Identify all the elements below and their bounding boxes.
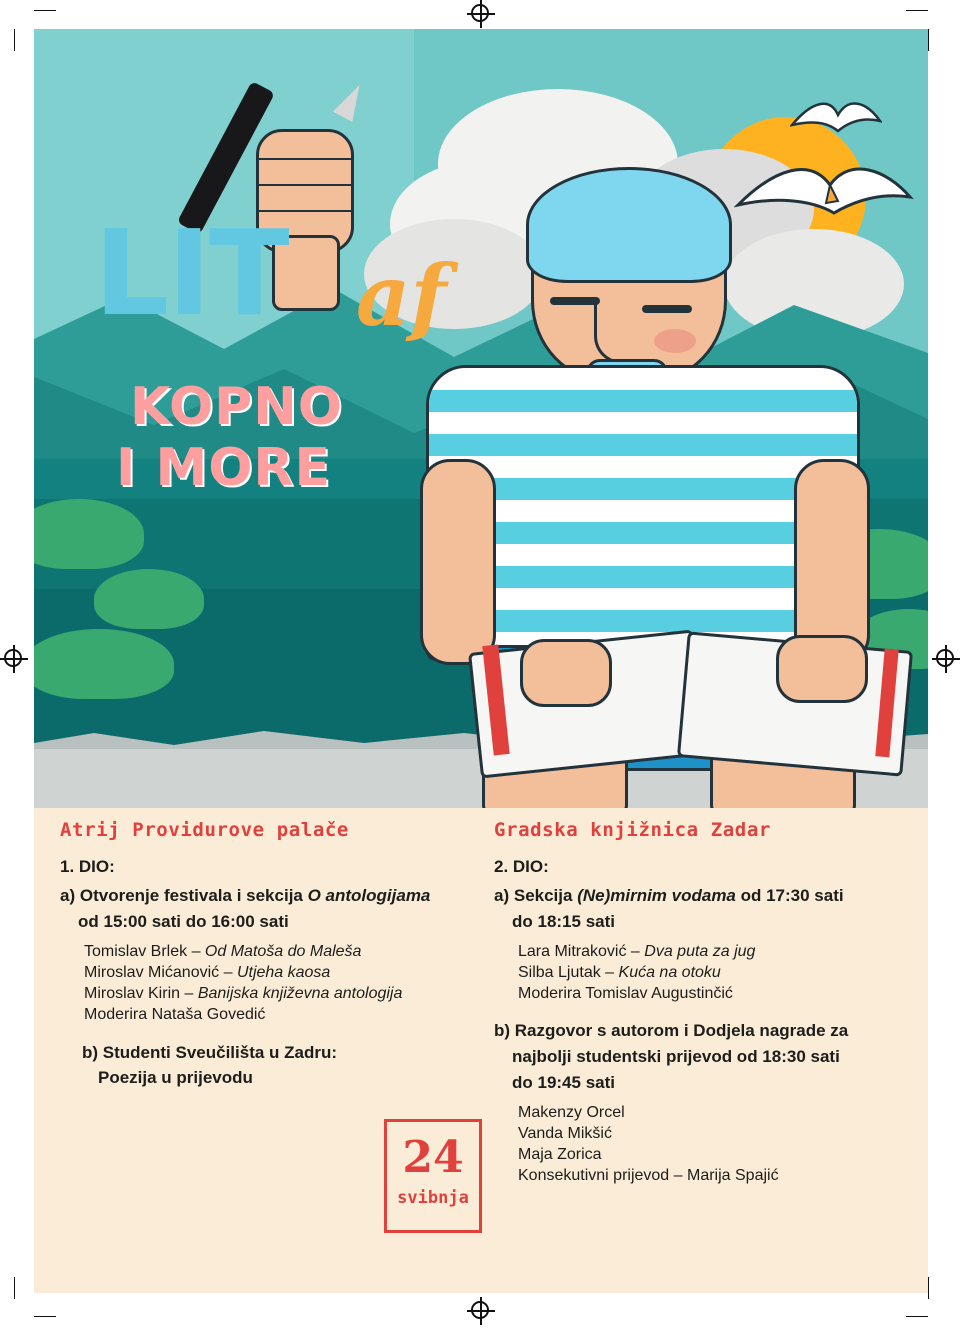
name-plain: Moderira Tomislav Augustinčić xyxy=(518,985,733,1003)
name-line xyxy=(518,962,914,983)
entry-text: Otvorenje festivala i sekcija xyxy=(79,886,308,905)
crop-mark-top-right-v xyxy=(928,29,929,51)
registration-mark-top-icon xyxy=(467,0,495,28)
entry-text-second-line: najbolji studentski prijevod od 18:30 sati xyxy=(512,1047,840,1067)
entry-heading xyxy=(494,1020,914,1042)
entry-text-second-line: Poezija u prijevodu xyxy=(98,1068,253,1088)
entry-time: od 15:00 sati do 16:00 sati xyxy=(78,911,289,931)
registration-mark-left-icon xyxy=(0,645,28,673)
crop-mark-bottom-right-h xyxy=(906,1316,928,1317)
cheek-blush xyxy=(654,329,696,353)
entry-text: Studenti Sveučilišta u Zadru: xyxy=(102,1042,338,1062)
entry-marker: b) xyxy=(82,1042,99,1062)
name-plain: Silba Ljutak – xyxy=(518,963,619,981)
programme-entry xyxy=(494,1020,914,1186)
date-stamp xyxy=(384,1119,482,1233)
entry-text-italic: (Ne)mirnim vodama xyxy=(577,886,736,905)
name-plain: Miroslav Mićanović – xyxy=(84,963,237,981)
left-arm xyxy=(420,459,496,665)
crop-mark-top-right-h xyxy=(906,10,928,11)
entry-text-italic: O antologijama xyxy=(307,886,431,905)
name-plain: Miroslav Kirin – xyxy=(84,985,198,1003)
logo-accent-text: af xyxy=(356,246,447,345)
name-italic: Kuća na otoku xyxy=(618,963,721,981)
name-plain: Tomislav Brlek – xyxy=(84,942,205,960)
pen-nib xyxy=(333,80,369,122)
venue-title-left: Atrij Providurove palače xyxy=(60,819,349,841)
spacer xyxy=(60,1026,484,1042)
eyebrow xyxy=(642,305,692,313)
hand-on-book-left xyxy=(520,639,612,707)
entry-time: do 18:15 sati xyxy=(512,911,615,931)
name-italic: Utjeha kaosa xyxy=(236,963,331,981)
poster xyxy=(34,29,928,1293)
name-line xyxy=(84,983,484,1004)
logo-subtitle-line1: KOPNO xyxy=(130,377,343,437)
seagull-icon xyxy=(734,139,914,249)
part-label-right: 2. DIO: xyxy=(494,857,549,876)
crop-mark-top-left-h xyxy=(34,10,56,11)
name-line xyxy=(518,941,914,962)
crop-mark-bottom-right-v xyxy=(928,1277,929,1299)
venue-title-right: Gradska knjižnica Zadar xyxy=(494,819,771,841)
foliage-shape xyxy=(94,569,204,629)
registration-mark-right-icon xyxy=(932,645,960,673)
nose xyxy=(594,301,645,364)
date-stamp-month: svibnja xyxy=(397,1188,469,1208)
part-label-left: 1. DIO: xyxy=(60,857,115,876)
entry-marker: a) xyxy=(494,886,510,905)
name-line: Konsekutivni prijevod – Marija Spajić xyxy=(518,1167,779,1185)
entry-names xyxy=(518,941,914,1005)
hand-on-book-right xyxy=(776,635,868,703)
entry-marker: b) xyxy=(494,1021,511,1041)
crop-mark-top-left-v xyxy=(14,29,15,51)
name-line xyxy=(518,983,914,1004)
crop-mark-bottom-left-v xyxy=(14,1277,15,1299)
name-italic: Od Matoša do Maleša xyxy=(204,942,362,960)
crop-mark-bottom-left-h xyxy=(34,1316,56,1317)
logo-subtitle-line2: I MORE xyxy=(116,438,331,499)
entry-text: Razgovor s autorom i Dodjela nagrade za xyxy=(514,1021,849,1041)
eyebrow xyxy=(550,297,600,305)
entry-names xyxy=(84,941,484,1026)
entry-time: do 19:45 sati xyxy=(512,1072,615,1092)
name-line: Vanda Mikšić xyxy=(518,1124,612,1142)
entry-heading xyxy=(494,885,914,907)
programme-column-left xyxy=(60,819,484,1093)
name-line: Maja Zorica xyxy=(518,1146,602,1164)
entry-text-tail: od 17:30 sati xyxy=(735,886,844,905)
man-hair xyxy=(526,167,732,283)
entry-text: Sekcija xyxy=(513,886,578,905)
date-stamp-day: 24 xyxy=(402,1132,464,1183)
foliage-shape xyxy=(34,629,174,699)
entry-heading xyxy=(82,1042,484,1064)
shirt-stripe xyxy=(429,434,857,456)
finger-line xyxy=(259,158,351,160)
entry-names xyxy=(518,1102,914,1187)
shirt-stripe xyxy=(429,390,857,412)
name-italic: Banijska književna antologija xyxy=(197,985,403,1003)
programme-entry xyxy=(60,885,484,1026)
name-plain: Moderira Nataša Govedić xyxy=(84,1006,266,1024)
logo-main-text: LIT xyxy=(94,204,288,342)
name-italic: Dva puta za jug xyxy=(644,942,756,960)
programme-column-right xyxy=(494,819,914,1187)
entry-heading xyxy=(60,885,484,907)
programme-entry xyxy=(82,1042,484,1090)
name-line xyxy=(84,941,484,962)
registration-mark-bottom-icon xyxy=(467,1297,495,1325)
entry-marker: a) xyxy=(60,886,76,905)
name-line xyxy=(84,962,484,983)
festival-logo xyxy=(94,204,514,345)
spacer xyxy=(494,1004,914,1020)
name-line xyxy=(84,1004,484,1025)
seagull-icon xyxy=(790,91,882,145)
name-plain: Lara Mitraković – xyxy=(518,942,645,960)
programme-entry xyxy=(494,885,914,1004)
finger-line xyxy=(259,184,351,186)
name-line: Makenzy Orcel xyxy=(518,1103,625,1121)
logo-subtitle xyxy=(116,377,343,500)
